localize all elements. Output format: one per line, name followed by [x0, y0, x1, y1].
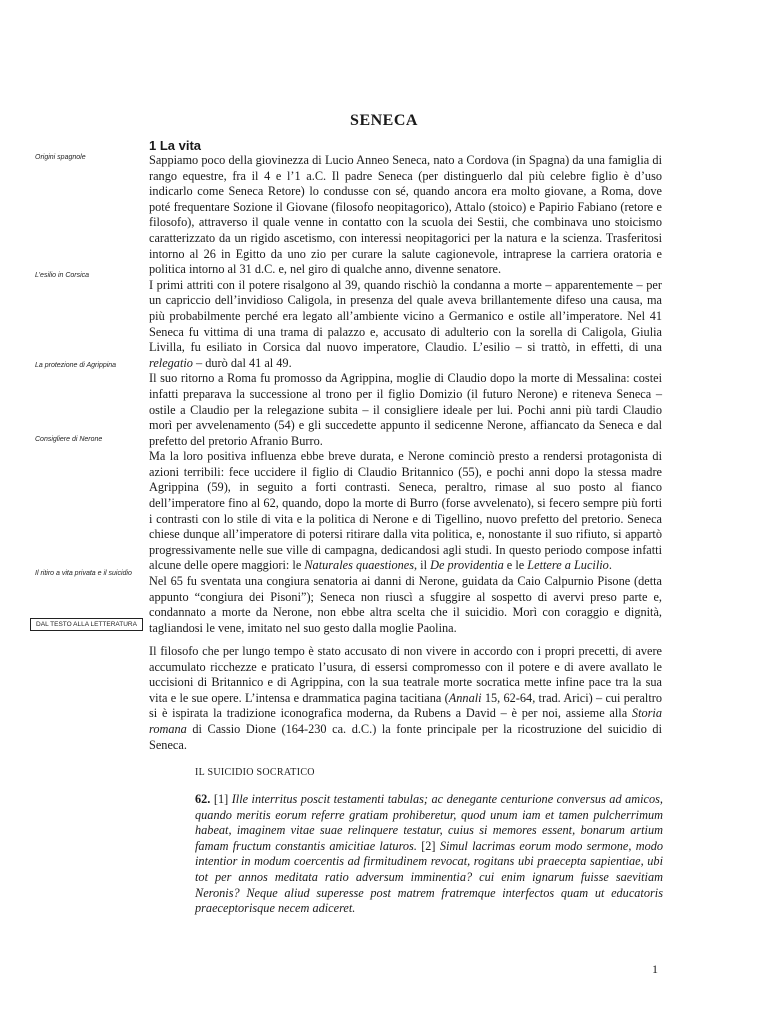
latin-passage [195, 792, 663, 917]
paragraph-esilio: I primi attriti con il potere risalgono al 39, quando rischiò la condanna a morte – apparentemente – per un capriccio dell’invidioso Caligola, in presenza del quale aveva brillantemente difeso una causa, ma più probabilmente perché era legato all’ambiente vicino a Germanico e ostile all’imperatore. Nel 41 Seneca fu vittima di una trama di palazzo e, accusato di adulterio con la sorella di Caligola, Giulia Livilla, fu esiliato in Corsica dal nuovo imperatore, Claudio. L’esilio – si trattò, in effetti, di una relegatio – durò dal 41 al 49. [149, 277, 662, 370]
latin-text-2: Simul lacrimas eorum modo sermone, modo intentior in modum coercentis ad firmitudinem revocat, rogitans ubi praecepta sapientiae, ubi tot per annos meditata ratio adversum imminentia? cui enim ignarum fuisse saevitiam Neronis? Neque aliud superesse post matrem fratremque interfectos quam ut educatoris praeceptorisque necem adiceret. [195, 838, 664, 916]
margin-note-ritiro: Il ritiro a vita privata e il suicidio [35, 570, 132, 577]
intro-text [149, 644, 662, 753]
paragraph-dal-testo: Il filosofo che per lungo tempo è stato accusato di non vivere in accordo con i propri precetti, di avere accumulato ricchezze e praticato l’usura, di essersi compromesso con il potere e di avere avallato le uccisioni di Britannico e di Agrippina, con la sua teatrale morte socratica mette infine pace tra la sua vita e le sue opere. L’intensa e drammatica pagina tacitiana (Annali 15, 62-64, trad. Arici) – cui peraltro si è ispirata la tradizione iconografica moderna, da Rubens a David – è per noi, assieme alla Storia romana di Cassio Dione (164-230 ca. d.C.) la fonte principale per la ricostruzione del suicidio di Seneca. [149, 644, 662, 752]
paragraph-ritiro: Nel 65 fu sventata una congiura senatoria ai danni di Nerone, guidata da Caio Calpurnio Pisone (detta appunto “congiura dei Pisoni”); Seneca non riuscì a sfuggire al sospetto di avervi preso parte e, condannato a morte da Nerone, non ebbe altra scelta che il suicidio. Morì con coraggio e dignità, tagliandosi le vene, imitato nel suo gesto dalla moglie Paolina. [149, 574, 662, 635]
section-ref-1: [1] [213, 792, 229, 806]
margin-note-origini: Origini spagnole [35, 154, 86, 161]
chapter-number: 62. [195, 792, 211, 806]
margin-note-consigliere: Consigliere di Nerone [35, 436, 103, 443]
section-ref-2: [2] [421, 838, 436, 853]
margin-box-dal-testo: DAL TESTO ALLA LETTERATURA [30, 618, 143, 631]
page-number: 1 [652, 962, 658, 976]
margin-note-protezione: La protezione di Agrippina [35, 362, 117, 369]
paragraph-protezione: Il suo ritorno a Roma fu promosso da Agrippina, moglie di Claudio dopo la morte di Messalina: costei infatti preparava la successione al trono per il figlio Domizio (il futuro Nerone) e riteneva Seneca – ostile a Claudio per la relegazione subita – il consigliere ideale per lui. Pochi anni più tardi Claudio morì per avvelenamento (54) e gli succedette appunto il sedicenne Nerone, affiancato da Seneca e dal prefetto del pretorio Afranio Burro. [149, 371, 662, 448]
margin-note-esilio: L’esilio in Corsica [35, 272, 90, 279]
paragraph-origini: Sappiamo poco della giovinezza di Lucio Anneo Seneca, nato a Cordova (in Spagna) da una famiglia di rango equestre, fra il 4 e l’1 a.C. Il padre Seneca (per distinguerlo dal più celebre figlio è d’uso indicarlo come Seneca Retore) lo condusse con sé, quando ancora era molto giovane, a Roma, dove poté frequentare Sozione il Giovane (filosofo neopitagorico), Attalo (stoico) e Papirio Fabiano (retore e filosofo), attraverso il quale venne in contatto con la scuola dei Sestii, che combinava uno stoicismo caratterizzato da un rigido ascetismo, con interessi neopitagorici per la natura e la scienza. Trasferitosi intorno al 26 in Egitto da uno zio per curare la salute cagionevole, intraprese la carriera oratoria e politica intorno al 31 d.C. e, nel giro di qualche anno, divenne senatore. [149, 153, 662, 277]
subheading: IL SUICIDIO SOCRATICO [195, 767, 315, 778]
page-title: SENECA [350, 112, 418, 129]
body-text [149, 153, 662, 636]
section-heading: 1 La vita [149, 138, 202, 153]
paragraph-consigliere: Ma la loro positiva influenza ebbe breve durata, e Nerone cominciò presto a rendersi protagonista di azioni terribili: fece uccidere il figlio di Claudio Britannico (55), e pochi anni dopo la stessa madre Agrippina (59), in seguito a forti contrasti. Seneca, peraltro, rimase al suo posto al fianco dell’imperatore fino al 62, quando, dopo la morte di Burro (forse avvelenato), si fecero sempre più forti i contrasti con lo stile di vita e la politica di Nerone e di Tigellino, nuovo prefetto del pretorio. Seneca chiese dunque all’imperatore di potersi ritirare dalla vita politica, e, nonostante il suo rifiuto, si appartò progressivamente nelle sue ville di campagna, dedicandosi agli studi. In questo periodo compose infatti alcune delle opere maggiori: le Naturales quaestiones, il De providentia e le Lettere a Lucilio. [149, 449, 662, 573]
latin-text-1: Ille interritus poscit testamenti tabulas; ac denegante centurione conversus ad amicos, quando meritis eorum referre gratiam prohiberetur, quod unum iam et tamen pulcherrimum habeat, imaginem vitae suae relinquere testatur, cuius si memores essent, bonarum artium famam fructum constantis amicitiae laturos. [195, 792, 663, 853]
